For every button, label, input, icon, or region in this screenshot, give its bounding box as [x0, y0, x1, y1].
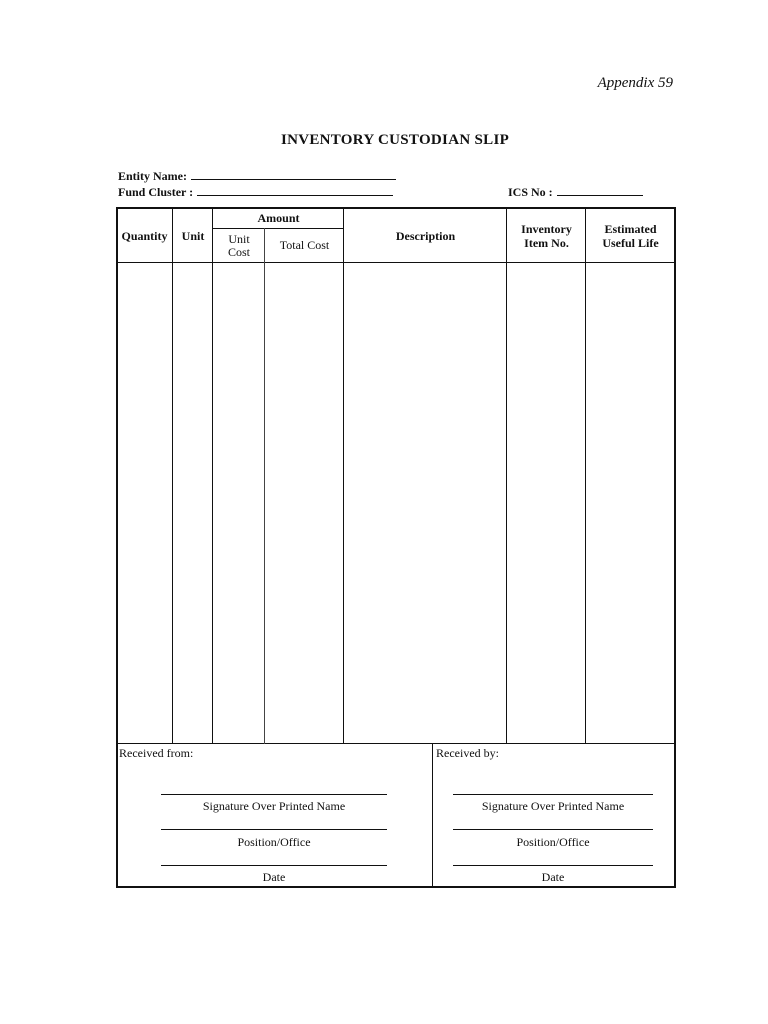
signature-divider	[116, 743, 676, 744]
received-from-position-label: Position/Office	[237, 835, 311, 849]
received-from-signature-line[interactable]	[161, 794, 387, 795]
header-useful-life	[586, 222, 675, 250]
col-line-inventory	[585, 207, 586, 744]
header-description: Description	[395, 229, 456, 243]
header-inventory-line2: Item No.	[524, 236, 569, 250]
received-from-date-line[interactable]	[161, 865, 387, 866]
entity-name-line[interactable]	[191, 169, 396, 180]
page-title: INVENTORY CUSTODIAN SLIP	[280, 132, 510, 148]
entity-name-field	[118, 169, 396, 184]
inventory-table	[116, 207, 676, 888]
received-from-label: Received from:	[119, 746, 194, 760]
ics-no-field	[508, 185, 643, 200]
ics-no-label: ICS No :	[508, 185, 553, 199]
header-total-cost: Total Cost	[279, 238, 330, 252]
received-by-date-label: Date	[541, 870, 565, 884]
received-by-position-line[interactable]	[453, 829, 653, 830]
received-from-signature-label: Signature Over Printed Name	[202, 799, 346, 813]
col-line-totalcost	[343, 207, 344, 744]
header-amount: Amount	[257, 211, 300, 225]
signature-split-line	[432, 743, 433, 888]
fund-cluster-field	[118, 185, 393, 200]
received-by-date-line[interactable]	[453, 865, 653, 866]
amount-divider	[213, 228, 344, 229]
header-quantity: Quantity	[121, 229, 168, 243]
received-from-date-label: Date	[262, 870, 286, 884]
header-inventory-line1: Inventory	[521, 222, 572, 236]
header-unit-cost	[213, 233, 265, 259]
header-divider	[116, 262, 676, 263]
ics-no-line[interactable]	[557, 185, 643, 196]
col-line-unitcost	[264, 228, 265, 744]
received-by-signature-line[interactable]	[453, 794, 653, 795]
col-line-description	[506, 207, 507, 744]
received-by-signature-label: Signature Over Printed Name	[481, 799, 625, 813]
header-unit: Unit	[181, 229, 205, 243]
header-unit-cost-line2: Cost	[227, 245, 250, 259]
entity-name-label: Entity Name:	[118, 169, 187, 183]
received-by-position-label: Position/Office	[516, 835, 590, 849]
header-useful-line2: Useful Life	[602, 236, 659, 250]
fund-cluster-line[interactable]	[197, 185, 393, 196]
col-line-quantity	[172, 207, 173, 744]
appendix-label: Appendix 59	[597, 75, 673, 91]
header-unit-cost-line1: Unit	[228, 232, 250, 246]
received-from-position-line[interactable]	[161, 829, 387, 830]
col-line-unit	[212, 207, 213, 744]
header-inventory-item-no	[507, 222, 586, 250]
received-by-label: Received by:	[436, 746, 499, 760]
fund-cluster-label: Fund Cluster :	[118, 185, 194, 199]
header-useful-line1: Estimated	[604, 222, 657, 236]
